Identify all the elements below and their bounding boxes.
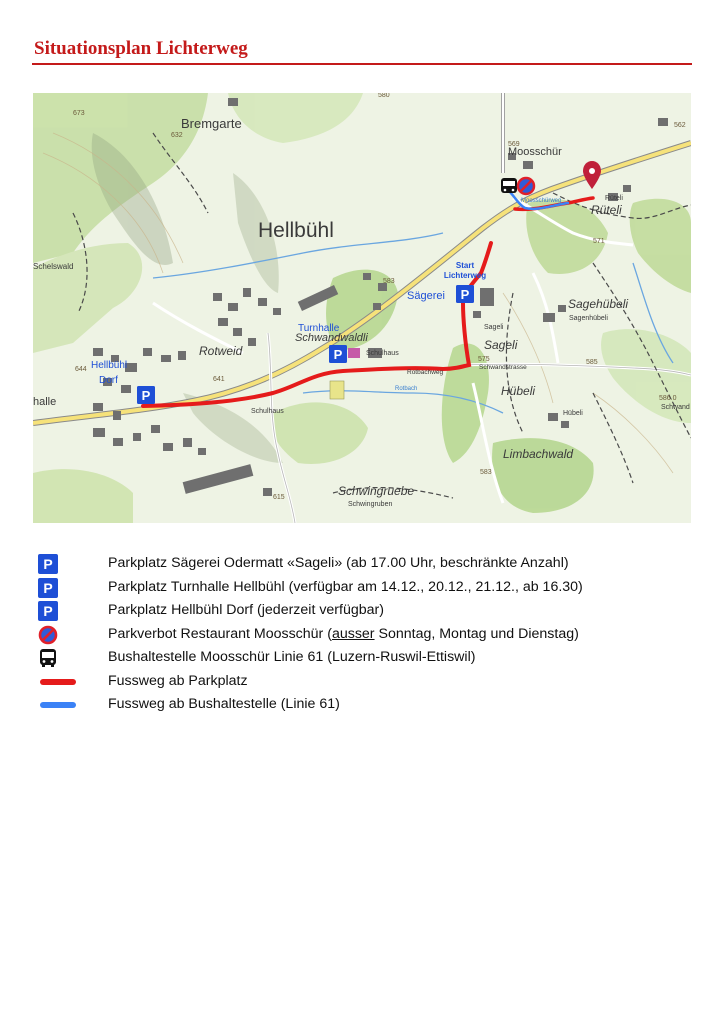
red-line-icon [40,679,76,685]
situation-map [33,93,691,523]
parking-symbol-dorf: P [141,388,151,403]
label-scheiwald: Schelswald [33,262,74,271]
elevation-label: 585 [586,359,598,366]
legend-item-red-path [38,671,678,695]
parking-icon: P [38,601,58,621]
label-limbachwald: Limbachwald [503,447,574,461]
legend-item-parking-saegerei [38,553,678,577]
label-huebeli: Hübeli [501,384,536,398]
legend-label-part: Sonntag, Montag und Dienstag) [374,625,579,642]
legend-item-bus [38,647,678,671]
label-sageli: Sageli [484,338,518,352]
elevation-label: 673 [73,110,85,117]
legend-label [108,626,579,642]
label-huebeli-small: Hübeli [563,410,583,417]
legend-item-parking-turnhalle [38,577,678,601]
title-divider [32,63,692,65]
label-rotbachweg: Rotbachweg [407,369,444,376]
label-schwandwaldli: Schwandwaldli [295,332,368,344]
legend-label-underlined: ausser [331,625,375,642]
elevation-label: 583 [383,278,395,285]
legend-item-parking-dorf [38,600,678,624]
elevation-label: 615 [273,494,285,501]
label-hellbuehl-dorf-2: Dorf [99,375,118,386]
label-hellbuehl: Hellbühl [258,219,334,242]
legend-label: Parkplatz Sägerei Odermatt «Sageli» (ab 17.00 Uhr, beschränkte Anzahl) [108,555,569,571]
legend-item-no-parking [38,624,678,648]
no-parking-icon [38,625,58,645]
bus-icon [38,648,58,668]
legend-item-blue-path [38,694,678,718]
parking-turnhalle [329,345,347,363]
elevation-label: 575 [478,356,490,363]
elevation-label: 644 [75,366,87,373]
page-title: Situationsplan Lichterweg [34,38,248,59]
elevation-label: 571 [593,238,605,245]
bus-stop-icon [501,178,517,193]
label-sagehuebeli-small: Sagenhübeli [569,315,608,322]
elevation-label: 569 [508,141,520,148]
elevation-label: 586.0 [659,395,677,402]
legend-label: Bushaltestelle Moosschür Linie 61 (Luzern-Ruswil-Ettiswil) [108,649,476,665]
elevation-label: 580 [378,93,390,99]
no-parking-map-icon [518,178,534,194]
label-start: Start [455,261,475,270]
label-schwingruebe: Schwingruebe [338,484,415,498]
label-schwandstrasse: Schwandstrasse [479,364,527,371]
label-rotbach: Rotbach [395,386,418,392]
label-hellbuehl-dorf-1: Hellbühl [91,360,128,371]
label-schulhaus: Schulhaus [366,350,399,357]
elevation-label: 583 [480,469,492,476]
label-moosschuerweg: Moosschürweg [521,198,562,204]
label-schulhaus-2: Schulhaus [251,408,284,415]
label-sageli-small: Sageli [484,324,504,331]
blue-line-icon [40,702,76,708]
label-lichterweg: Lichterweg [443,271,487,280]
legend-label: Parkplatz Hellbühl Dorf (jederzeit verfügbar) [108,602,384,618]
map-legend [38,553,678,718]
legend-label: Fussweg ab Parkplatz [108,672,248,689]
label-schwingruebe-small: Schwingruben [348,501,393,508]
label-sagehuebeli: Sagehübeli [568,297,629,311]
legend-label: Parkplatz Turnhalle Hellbühl (verfügbar am 14.12., 20.12., 21.12., ab 16.30) [108,578,583,595]
label-rueteli-small: Rüteli [605,195,623,202]
label-rueteli: Rüteli [591,203,622,217]
parking-symbol-turnhalle: P [333,347,343,362]
label-bremgarte: Bremgarte [181,116,242,131]
label-turnhalle: Turnhalle [298,323,340,334]
label-moosschuer: Moosschür [508,146,562,158]
label-halle: halle [33,396,57,408]
elevation-label: 562 [674,122,686,129]
parking-saegerei [456,285,474,303]
parking-icon: P [38,554,58,574]
label-saegerei: Sägerei [407,290,445,302]
legend-label: Fussweg ab Bushaltestelle (Linie 61) [108,696,340,712]
label-schwand: Schwand [661,404,690,411]
parking-symbol-saegerei: P [460,287,470,302]
elevation-label: 632 [171,132,183,139]
sports-field [330,381,344,399]
parking-icon: P [38,578,58,598]
parking-dorf [137,386,155,404]
label-rotweid: Rotweid [199,344,243,358]
elevation-label: 641 [213,376,225,383]
legend-label-part: Parkverbot Restaurant Moosschür ( [108,625,332,642]
